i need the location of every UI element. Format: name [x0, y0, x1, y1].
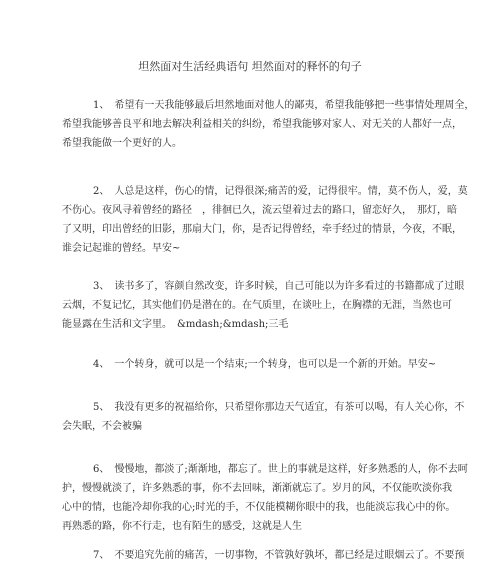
paragraph-line: 3、 读书多了，容颜自然改变，许多时候，自己可能以为许多看过的书籍都成了过眼 [93, 281, 465, 292]
paragraph-line: 希望我能做一个更好的人。 [62, 138, 182, 149]
paragraph-1 [62, 96, 475, 153]
paragraph-line: 会失眠，不会被骗 [62, 421, 142, 432]
paragraph-line: 护，慢慢就淡了，许多熟悉的事，你不去回味，渐渐就忘了。岁月的风，不仅能吹淡你我 [62, 483, 452, 494]
paragraph-line: 2、 人总是这样，伤心的情，记得很深;痛苦的爱，记得很牢。情，莫不伤人，爱，莫 [93, 186, 468, 197]
paragraph-6 [62, 460, 468, 536]
paragraph-line: 再熟悉的路，你不行走，也有陌生的感受，这就是人生 [62, 521, 302, 532]
paragraph-line: 6、 慢慢地，都淡了;渐渐地，都忘了。世上的事就是这样，好多熟悉的人，你不去呵 [93, 464, 468, 475]
paragraph-line: 希望我能够善良平和地去解决利益相关的纠纷，希望我能够对家人、对无关的人都好一点， [62, 119, 462, 130]
paragraph-line: 云烟，不复记忆，其实他们仍是潜在的。在气质里，在谈吐上，在胸襟的无涯，当然也可 [62, 300, 452, 311]
paragraph-line: 1、 希望有一天我能够最后坦然地面对他人的鄙夷，希望我能够把一些事情处理周全， [93, 100, 475, 111]
paragraph-5 [62, 398, 465, 436]
paragraph-line: 7、 不要追究先前的痛苦，一切事物，不管孰好孰坏，都已经是过眼烟云了。不要预 [93, 550, 465, 561]
paragraph-line: 4、 一个转身，就可以是一个结束;一个转身，也可以是一个新的开始。早安~ [93, 359, 437, 370]
paragraph-line: 能显露在生活和文字里。 &mdash;&mdash;三毛 [62, 319, 289, 330]
paragraph-line: 5、 我没有更多的祝福给你，只希望你那边天气适宜，有茶可以喝，有人关心你，不 [93, 402, 465, 413]
paragraph-line: 谁会记起谁的曾经。早安~ [62, 243, 181, 254]
paragraph-2 [62, 182, 468, 258]
paragraph-7 [62, 546, 465, 565]
paragraph-line: 了又明，印出曾经的旧影，那扇大门，你，是否记得曾经，牵手经过的情景，今夜，不眠， [62, 224, 462, 235]
paragraph-line: 心中的情，也能冷却你我的心;时光的手，不仅能模糊你眼中的我，也能淡忘我心中的你。 [62, 502, 456, 513]
paragraph-line: 不伤心。夜风寻着曾经的路径 ，徘徊已久，流云望着过去的路口，留恋好久， 那灯，暗 [62, 205, 457, 216]
page-title: 坦然面对生活经典语句 坦然面对的释怀的句子 [138, 60, 362, 73]
paragraph-4 [62, 355, 437, 374]
paragraph-3 [62, 277, 465, 334]
